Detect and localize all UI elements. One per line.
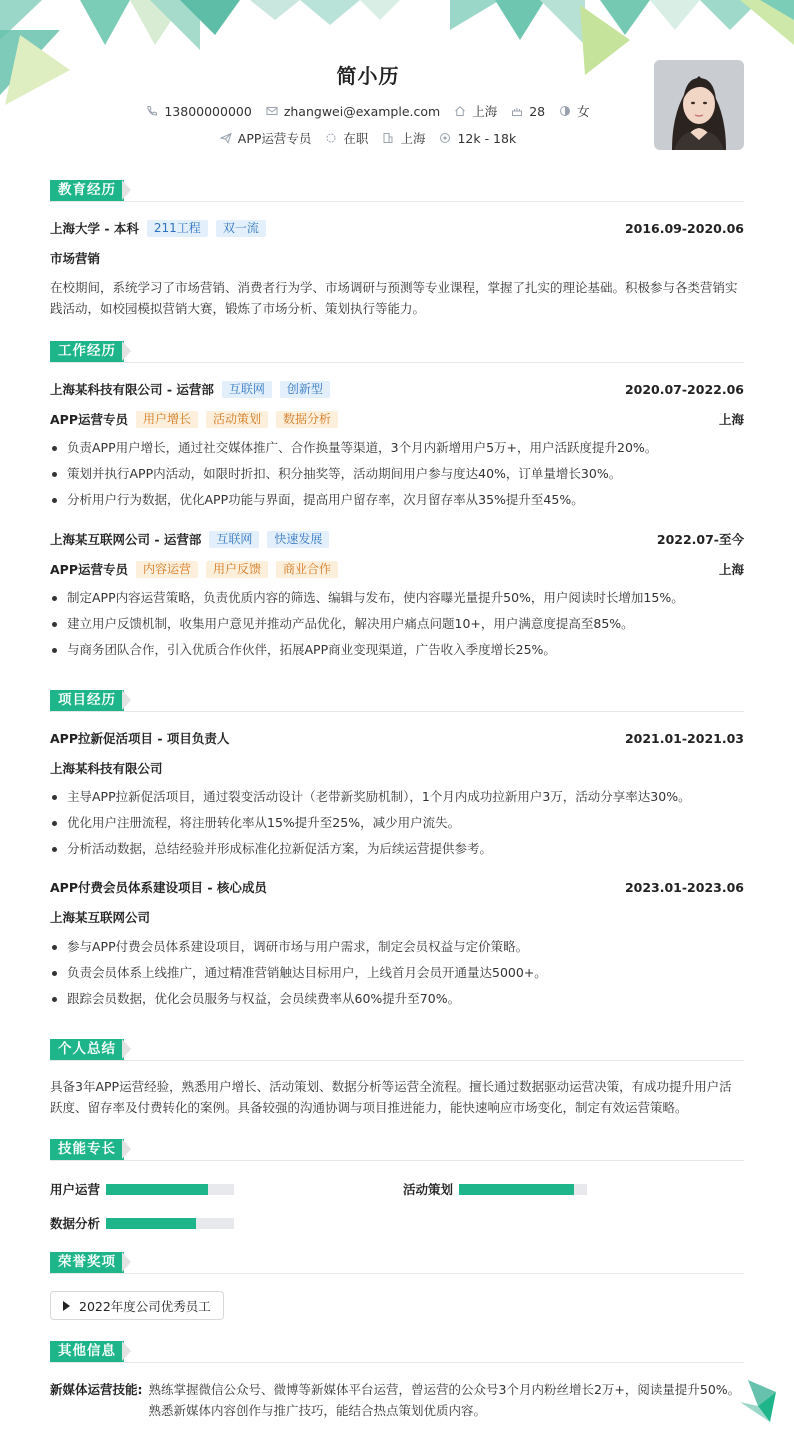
school-tag: 211工程 (147, 220, 208, 237)
section-header (50, 1250, 744, 1274)
role-name: APP运营专员 (50, 412, 128, 427)
other-info-text: 熟练掌握微信公众号、微博等新媒体平台运营，曾运营的公众号3个月内粉丝增长2万+，阅读量提升50%。熟悉新媒体内容创作与推广技巧，能结合热点策划优质内容。 (148, 1382, 741, 1418)
building-icon (382, 132, 394, 144)
phone-icon (146, 105, 158, 117)
list-item: 与商务团队合作，引入优质合作伙伴，拓展APP商业变现渠道，广告收入季度增长25%。 (50, 637, 744, 663)
company-tag: 快速发展 (267, 531, 329, 548)
role-tag: 内容运营 (136, 561, 198, 578)
work-role-row (50, 410, 744, 428)
company-name: 上海某科技有限公司 - 运营部 (50, 382, 214, 397)
phone-text: 13800000000 (164, 103, 252, 119)
skill-name: 数据分析 (50, 1216, 101, 1231)
award-text: 2022年度公司优秀员工 (79, 1298, 211, 1314)
project-bullets (50, 934, 744, 1012)
role-tag: 用户反馈 (206, 561, 268, 578)
summary-section (50, 1037, 744, 1115)
other-section (50, 1339, 744, 1363)
list-item: 优化用户注册流程，将注册转化率从15%提升至25%，减少用户流失。 (50, 810, 744, 836)
section-title-tail (122, 690, 131, 710)
status-text: 在职 (343, 131, 369, 146)
skills-section (50, 1137, 744, 1161)
gender-info (559, 102, 590, 120)
project-section (50, 688, 744, 1006)
age-icon (511, 105, 523, 117)
phone-info (146, 104, 251, 119)
profile-photo (654, 60, 744, 150)
triangle-bullet-icon (63, 1301, 70, 1311)
list-item: 主导APP拉新促活项目，通过裂变活动设计（老带新奖励机制），1个月内成功拉新用户3万，活动分享率达30%。 (50, 784, 744, 810)
skill-bar (459, 1184, 587, 1195)
education-section (50, 178, 744, 316)
work-date: 2020.07-2022.06 (624, 381, 744, 397)
work-section (50, 339, 744, 657)
role-tag: 商业合作 (276, 561, 338, 578)
section-header (50, 339, 744, 363)
project-date: 2021.01-2021.03 (624, 730, 744, 746)
section-title: 工作经历 (50, 341, 124, 362)
age-info (511, 104, 545, 119)
section-header (50, 1137, 744, 1161)
other-info-item (50, 1379, 744, 1421)
project-bullets (50, 784, 744, 862)
role-tag: 数据分析 (276, 411, 338, 428)
skill-bar-fill (106, 1184, 208, 1195)
skill-item (50, 1214, 234, 1232)
footer-decoration (740, 1380, 776, 1422)
award-item (50, 1291, 224, 1320)
age-text: 28 (529, 103, 546, 119)
salary-info (439, 131, 516, 146)
email-info (266, 104, 440, 119)
work-entry-header (50, 380, 744, 398)
skill-bar (106, 1184, 234, 1195)
major-row (50, 249, 744, 267)
company-tag: 互联网 (222, 381, 272, 398)
section-title-tail (122, 1252, 131, 1272)
gender-icon (559, 105, 571, 117)
contact-row (0, 102, 736, 120)
project-entry-header (50, 878, 744, 896)
section-title: 技能专长 (50, 1139, 124, 1160)
section-header (50, 1339, 744, 1363)
project-org: 上海某互联网公司 (50, 910, 151, 925)
section-title-tail (122, 1139, 131, 1159)
work-date: 2022.07-至今 (656, 532, 744, 547)
role-name: APP运营专员 (50, 562, 128, 577)
section-title: 教育经历 (50, 180, 124, 201)
section-title: 其他信息 (50, 1341, 124, 1362)
project-org-row (50, 759, 744, 777)
list-item: 负责APP用户增长，通过社交媒体推广、合作换量等渠道，3个月内新增用户5万+，用户活跃度提升20%。 (50, 435, 744, 461)
list-item: 跟踪会员数据，优化会员服务与权益，会员续费率从60%提升至70%。 (50, 986, 744, 1012)
role-tag: 用户增长 (136, 411, 198, 428)
work-bullets (50, 435, 744, 513)
skill-item (403, 1180, 587, 1198)
email-text: zhangwei@example.com (283, 103, 441, 119)
school-name: 上海大学 - 本科 (50, 221, 139, 236)
section-header (50, 178, 744, 202)
education-entry-header (50, 219, 744, 237)
work-location: 上海 (718, 412, 744, 427)
status-info (325, 129, 368, 147)
job-intent-row (0, 129, 736, 147)
project-org-row (50, 908, 744, 926)
skill-name: 用户运营 (50, 1182, 101, 1197)
school-tag: 双一流 (216, 220, 266, 237)
target-role-info (220, 129, 312, 147)
home-icon (454, 105, 466, 117)
skill-bar-fill (106, 1218, 196, 1229)
section-title: 荣誉奖项 (50, 1252, 124, 1273)
work-role-row (50, 560, 744, 578)
skill-item (50, 1180, 234, 1198)
project-title: APP付费会员体系建设项目 - 核心成员 (50, 880, 267, 895)
mail-icon (266, 105, 278, 117)
city-text: 上海 (472, 104, 498, 119)
project-entry-header (50, 729, 744, 747)
project-org: 上海某科技有限公司 (50, 761, 163, 776)
company-name: 上海某互联网公司 - 运营部 (50, 532, 202, 547)
education-description: 在校期间，系统学习了市场营销、消费者行为学、市场调研与预测等专业课程，掌握了扎实的理论基础。积极参与各类营销实践活动，如校园模拟营销大赛，锻炼了市场分析、策划执行等能力。 (50, 280, 738, 316)
work-bullets (50, 585, 744, 663)
section-title: 个人总结 (50, 1039, 124, 1060)
other-info-label: 新媒体运营技能: (50, 1382, 143, 1397)
role-tag: 活动策划 (206, 411, 268, 428)
list-item: 制定APP内容运营策略，负责优质内容的筛选、编辑与发布，使内容曝光量提升50%，用户阅读时长增加15%。 (50, 585, 744, 611)
work-location: 上海 (718, 562, 744, 577)
send-icon (220, 132, 232, 144)
gender-text: 女 (577, 104, 590, 119)
list-item: 建立用户反馈机制，收集用户意见并推动产品优化，解决用户痛点问题10+，用户满意度提高至85%。 (50, 611, 744, 637)
list-item: 负责会员体系上线推广，通过精准营销触达目标用户，上线首月会员开通量达5000+。 (50, 960, 744, 986)
city-info (454, 102, 497, 120)
awards-section (50, 1250, 744, 1274)
list-item: 分析活动数据，总结经验并形成标准化拉新促活方案，为后续运营提供参考。 (50, 836, 744, 862)
list-item: 参与APP付费会员体系建设项目，调研市场与用户需求，制定会员权益与定价策略。 (50, 934, 744, 960)
section-header (50, 688, 744, 712)
company-tag: 创新型 (280, 381, 330, 398)
skill-name: 活动策划 (403, 1182, 454, 1197)
education-date: 2016.09-2020.06 (624, 220, 744, 236)
summary-text: 具备3年APP运营经验，熟悉用户增长、活动策划、数据分析等运营全流程。擅长通过数据驱动运营决策，有成功提升用户活跃度、留存率及付费转化的案例。具备较强的沟通协调与项目推进能力，能快速响应市场变化，制定有效运营策略。 (50, 1079, 732, 1115)
section-header (50, 1037, 744, 1061)
section-title: 项目经历 (50, 690, 124, 711)
salary-icon (439, 132, 451, 144)
salary-text: 12k - 18k (457, 130, 517, 146)
candidate-name: 简小历 (336, 64, 400, 88)
project-title: APP拉新促活项目 - 项目负责人 (50, 731, 230, 746)
list-item: 策划并执行APP内活动，如限时折扣、积分抽奖等，活动期间用户参与度达40%，订单量增长30%。 (50, 461, 744, 487)
section-title-tail (122, 341, 131, 361)
target-city-info (382, 129, 425, 147)
status-icon (325, 132, 337, 144)
target-role-text: APP运营专员 (237, 131, 312, 146)
target-city-text: 上海 (400, 131, 426, 146)
section-title-tail (122, 180, 131, 200)
section-title-tail (122, 1341, 131, 1361)
skill-bar-fill (459, 1184, 574, 1195)
list-item: 分析用户行为数据，优化APP功能与界面，提高用户留存率，次月留存率从35%提升至45%。 (50, 487, 744, 513)
section-title-tail (122, 1039, 131, 1059)
company-tag: 互联网 (209, 531, 259, 548)
project-date: 2023.01-2023.06 (624, 879, 744, 895)
skill-bar (106, 1218, 234, 1229)
major-name: 市场营销 (50, 251, 101, 266)
work-entry-header (50, 530, 744, 548)
